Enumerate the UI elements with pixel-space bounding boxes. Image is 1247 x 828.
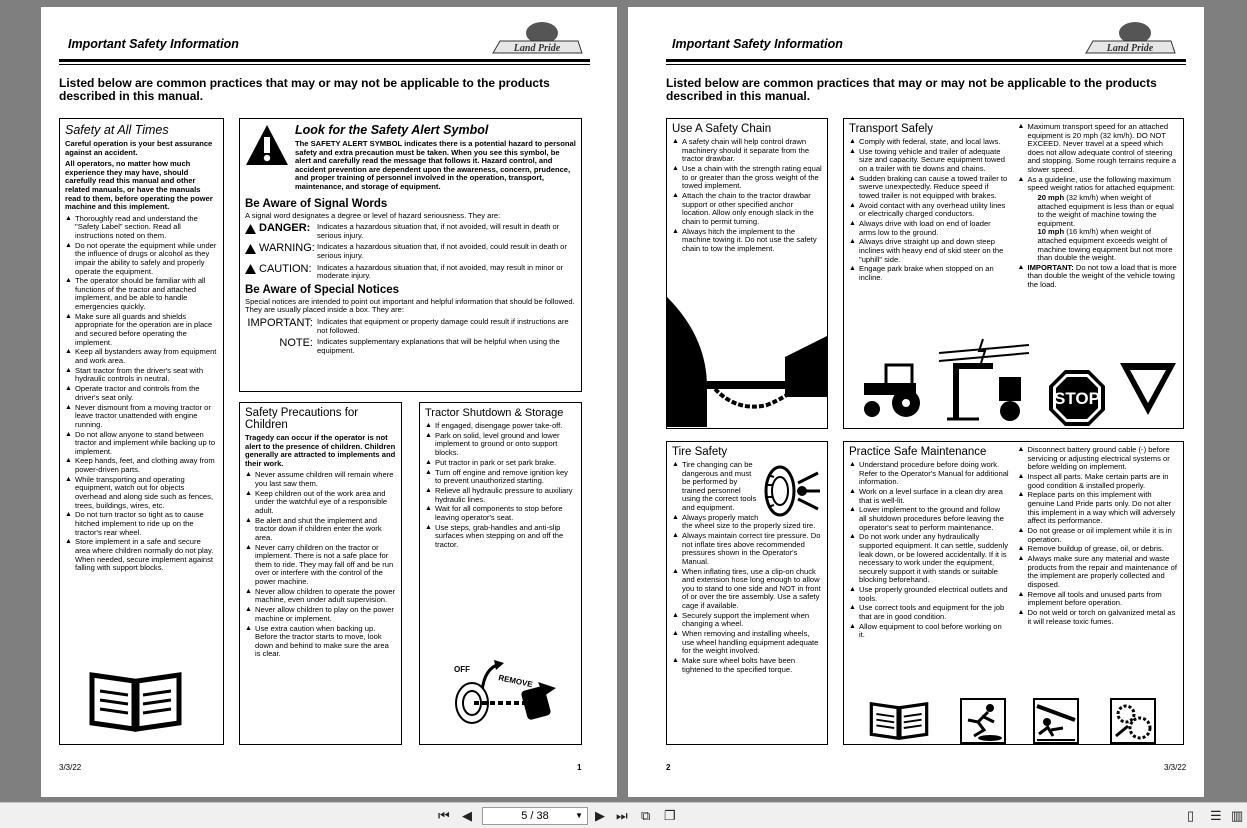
svg-text:OFF: OFF (454, 665, 470, 674)
list-item: ▲ Replace parts on this implement with genuine Land Pride parts only. Do not alter this implement in a way which will adversely affect its performance. (1018, 491, 1179, 525)
list-item: ▲ Store implement in a safe and secure area where children normally do not play. When needed, secure implement against falling with support blocks. (65, 538, 218, 572)
section-title: Practice Safe Maintenance (849, 446, 987, 458)
list-item: ▲ Be alert and shut the implement and tractor down if children enter the work area. (245, 517, 396, 543)
section-title: Safety Precautions for Children (245, 407, 359, 431)
safe-maintenance-box (843, 441, 1184, 745)
list-item: ▲ Never allow children to operate the power machine, even under adult supervision. (245, 588, 396, 605)
copy-page-icon[interactable]: ⧉ (641, 808, 651, 823)
list-item: ▲ Make sure all guards and shields appropriate for the operation are in place and secured before operating the implement. (65, 313, 218, 347)
header-rule-thin (59, 64, 590, 65)
list-item: ▲ Keep hands, feet, and clothing away from power-driven parts. (65, 457, 218, 474)
overhead-lines-icon (939, 331, 1029, 423)
duplicate-page-icon[interactable]: ❐ (664, 808, 676, 823)
svg-text:REMOVE: REMOVE (497, 673, 534, 690)
single-page-view-icon[interactable]: ▯ (1187, 808, 1195, 823)
list-item: ▲ Keep all bystanders away from equipment and work area. (65, 348, 218, 365)
chevron-down-icon[interactable]: ▼ (575, 811, 583, 820)
stop-sign-icon (1048, 369, 1106, 427)
svg-text:STOP: STOP (1054, 389, 1100, 408)
bullet-list (672, 461, 822, 674)
list-item: ▲ The operator should be familiar with all functions of the tractor and attached implement, and be able to handle emergencies quickly. (65, 277, 218, 311)
land-pride-logo (1083, 19, 1178, 59)
section-title: Use A Safety Chain (672, 123, 772, 135)
safety-at-all-times-box (59, 118, 224, 745)
list-item: ▲ As a guideline, use the following maximum speed weight ratios for attached equipment: 20 mph (32 km/h) when weight of attached equipment is less than or equal to the weight of machine towing the equipment. 10 mph (16 km/h) when weight of attached equipment exceeds weight of machine towing equipment but not more than double the weight. (1018, 176, 1179, 263)
list-item: ▲ A safety chain will help control drawn machinery should it separate from the tractor drawbar. (672, 138, 822, 164)
paragraph: A signal word designates a degree or level of hazard seriousness. They are: (245, 210, 501, 220)
list-item: ▲ Do not turn tractor so tight as to cause hitched implement to ride up on the tractor's rear wheel. (65, 511, 218, 537)
footer-date: 3/3/22 (59, 763, 82, 772)
land-pride-logo (490, 19, 585, 59)
safety-chain-box (666, 118, 828, 429)
header-rule (59, 59, 590, 62)
notice-note: NOTE: Indicates supplementary explanations that will be helpful when using the equipment. (279, 337, 560, 355)
list-item: ▲ Start tractor from the driver's seat with hydraulic controls in neutral. (65, 367, 218, 384)
bullet-list (672, 138, 822, 253)
list-item: ▲ Use properly grounded electrical outlets and tools. (849, 586, 1010, 603)
bullet-list (65, 215, 218, 573)
section-title: Tire Safety (672, 446, 728, 458)
signal-caution: CAUTION: Indicates a hazardous situation that, if not avoided, may result in minor or moderate injury. (245, 264, 576, 281)
first-page-icon[interactable]: ⏮ (438, 808, 450, 823)
svg-text:Land Pride: Land Pride (513, 43, 561, 54)
viewer-toolbar (0, 802, 1247, 828)
list-item: ▲ Attach the chain to the tractor drawbar support or other specified anchor location. Allow only enough slack in the chain to permit turning. (672, 192, 822, 226)
special-notices-title: Be Aware of Special Notices (245, 283, 400, 296)
section-title: Look for the Safety Alert Symbol (295, 123, 489, 137)
paragraph: The SAFETY ALERT SYMBOL indicates there is a potential hazard to personal safety and extra precaution must be taken. When you see this symbol, be alert and carefully read the message that follows it. Hazard control, and accident prevention are dependent upon the awareness, concern, prudence, and proper training of personnel involved in the operation, transport, maintenance, and storage of equipment. (295, 139, 576, 191)
page-number: 2 (666, 763, 671, 772)
list-item: ▲ Always drive with load on end of loader arms low to the ground. (849, 220, 1010, 237)
list-item: ▲ Lower implement to the ground and follow all shutdown procedures before leaving the operator's seat to perform maintenance. (849, 506, 1010, 532)
list-item: ▲ Never dismount from a moving tractor or leave tractor unattended with engine running. (65, 404, 218, 430)
list-item: ▲ Do not work under any hydraulically supported equipment. It can settle, suddenly leak down, or be lowered accidentally. If it is necessary to work under the equipment, securely support it with stands or suitable blocking beforehand. (849, 533, 1010, 585)
list-item: ▲ When inflating tires, use a clip-on chuck and extension hose long enough to allow you to stand to one side and NOT in front of or over the tire assembly. Use a safety cage if available. (672, 568, 822, 611)
safety-chain-illustration (667, 297, 828, 427)
alert-triangle-icon (245, 224, 256, 234)
next-page-icon[interactable]: ▶ (595, 808, 605, 823)
alert-triangle-icon (245, 244, 256, 254)
list-item: ▲ Put tractor in park or set park brake. (425, 459, 576, 468)
list-item: ▲ Keep children out of the work area and under the watchful eye of a responsible adult. (245, 490, 396, 516)
list-item: ▲ Park on solid, level ground and lower implement to ground or onto support blocks. (425, 432, 576, 458)
list-item: ▲ Wait for all components to stop before leaving operator's seat. (425, 505, 576, 522)
list-item: ▲ Do not operate the equipment while under the influence of drugs or alcohol as they impair the ability to safely and properly operate the equipment. (65, 242, 218, 276)
tire-safety-box (666, 441, 828, 745)
section-title: Tractor Shutdown & Storage (425, 407, 564, 419)
paragraph: Careful operation is your best assurance against an accident. (65, 139, 213, 157)
list-item: ▲ When removing and installing wheels, use wheel handling equipment adequate for the weight involved. (672, 630, 822, 656)
header-title: Important Safety Information (672, 37, 843, 51)
list-item: ▲ Make sure wheel bolts have been tightened to the specified torque. (672, 657, 822, 674)
list-item: ▲ Turn off engine and remove ignition key to prevent unauthorized starting. (425, 469, 576, 486)
list-item: ▲ If engaged, disengage power take-off. (425, 422, 576, 431)
list-item: ▲ Thoroughly read and understand the "Safety Label" section. Read all instructions noted on them. (65, 215, 218, 241)
list-item: ▲ While transporting and operating equipment, watch out for objects overhead and along side such as fences, trees, buildings, wires, etc. (65, 476, 218, 510)
list-item: ▲ Securely support the implement when changing a wheel. (672, 612, 822, 629)
slip-hazard-icon (960, 698, 1006, 744)
list-item: ▲ Do not grease or oil implement while it is in operation. (1018, 527, 1179, 544)
manual-book-icon (868, 700, 930, 742)
list-item: ▲ Never assume children will remain where you last saw them. (245, 471, 396, 488)
header-rule (666, 59, 1186, 62)
tractor-shutdown-box (419, 402, 582, 745)
page-indicator: 5 / 38 (521, 810, 549, 822)
bullet-list (245, 471, 396, 659)
transport-safely-box (843, 118, 1184, 429)
list-item: ▲ Tire changing can be dangerous and must be performed by trained personnel using the correct tools and equipment. (672, 461, 822, 513)
yield-sign-icon (1118, 361, 1178, 417)
paragraph: Tragedy can occur if the operator is not alert to the presence of children. Children generally are attracted to implements and their work. (245, 433, 396, 468)
list-item: ▲ Maximum transport speed for an attached equipment is 20 mph (32 km/h). DO NOT EXCEED. Never travel at a speed which does not allow adequate control of steering and stopping. Some rough terrains require a slower speed. (1018, 123, 1179, 175)
continuous-view-icon[interactable]: ☰ (1210, 808, 1222, 823)
list-item: ▲ Disconnect battery ground cable (-) before servicing or adjusting electrical systems or before welding on implement. (1018, 446, 1179, 472)
list-item: ▲ Always maintain correct tire pressure. Do not inflate tires above recommended pressures shown in the Operator's Manual. (672, 532, 822, 566)
list-item: ▲ Operate tractor and controls from the driver's seat only. (65, 385, 218, 402)
intro-text: Listed below are common practices that may or may not be applicable to the products described in this manual. (666, 76, 1157, 103)
manual-book-icon (88, 669, 183, 735)
list-item: ▲ Do not allow anyone to stand between tractor and implement while backing up to implement. (65, 431, 218, 457)
bullet-list (849, 123, 1178, 290)
footer-date: 3/3/22 (1164, 763, 1187, 772)
entanglement-hazard-icon (1110, 698, 1156, 744)
safety-alert-box (239, 118, 582, 392)
list-item: ▲ Comply with federal, state, and local laws. (849, 138, 1010, 147)
list-item: ▲ Do not weld or torch on galvanized metal as it will release toxic fumes. (1018, 609, 1179, 626)
list-item: ▲ Engage park brake when stopped on an incline. (849, 265, 1010, 282)
list-item: ▲ IMPORTANT: Do not tow a load that is more than double the weight of the vehicle towing the load. (1018, 264, 1179, 290)
two-page-view-icon[interactable]: ▥ (1231, 808, 1244, 823)
list-item: ▲ Avoid contact with any overhead utility lines or electrically charged conductors. (849, 202, 1010, 219)
list-item: ▲ Remove all tools and unused parts from implement before operation. (1018, 591, 1179, 608)
alert-triangle-icon (245, 264, 256, 274)
two-column (849, 446, 1178, 640)
bullet-list (849, 446, 1178, 640)
list-item: ▲ Remove buildup of grease, oil, or debris. (1018, 545, 1179, 554)
paragraph: Special notices are intended to point out important and helpful information that should be followed. They are usually placed inside a box. They are: (245, 296, 575, 315)
header-rule-thin (666, 64, 1186, 65)
list-item: ▲ Always properly match the wheel size to the properly sized tire. (672, 514, 822, 531)
list-item: ▲ Use a chain with the strength rating equal to or greater than the gross weight of the towed implement. (672, 165, 822, 191)
last-page-icon[interactable]: ⏭ (616, 808, 628, 823)
safety-alert-triangle-icon (245, 123, 289, 167)
list-item: ▲ Always hitch the implement to the machine towing it. Do not use the safety chain to tow the implement. (672, 228, 822, 254)
page-left (41, 7, 617, 797)
list-item: ▲ Relieve all hydraulic pressure to auxiliary hydraulic lines. (425, 487, 576, 504)
children-safety-box (239, 402, 402, 745)
two-column (849, 123, 1178, 290)
page-right (628, 7, 1204, 797)
bullet-list (425, 422, 576, 549)
list-item: ▲ Allow equipment to cool before working on it. (849, 623, 1010, 640)
list-item: ▲ Inspect all parts. Make certain parts are in good condition & installed properly. (1018, 473, 1179, 490)
list-item: ▲ Never carry children on the tractor or implement. There is not a safe place for them to ride. They may fall off and be run over or interfere with the control of the power machine. (245, 544, 396, 587)
list-item: ▲ Use steps, grab-handles and anti-slip surfaces when stepping on and off the tractor. (425, 524, 576, 550)
signal-warning: WARNING: Indicates a hazardous situation that, if not avoided, could result in death or serious injury. (245, 243, 576, 260)
header-title: Important Safety Information (68, 37, 239, 51)
crush-hazard-icon (1033, 698, 1079, 744)
signal-words-title: Be Aware of Signal Words (245, 197, 388, 210)
tractor-icon (858, 359, 928, 419)
list-item: ▲ Work on a level surface in a clean dry area that is well-lit. (849, 488, 1010, 505)
list-item: ▲ Always make sure any material and waste products from the repair and maintenance of the implement are properly collected and disposed. (1018, 555, 1179, 589)
previous-page-icon[interactable]: ◀ (462, 808, 472, 823)
list-item: ▲ Understand procedure before doing work. Refer to the Operator's Manual for additional information. (849, 461, 1010, 487)
section-title: Safety at All Times (65, 123, 169, 137)
list-item: ▲ Use towing vehicle and trailer of adequate size and capacity. Secure equipment towed on a trailer with tie downs and chains. (849, 148, 1010, 174)
svg-text:Land Pride: Land Pride (1106, 43, 1154, 54)
ignition-key-icon (438, 658, 568, 728)
list-item: ▲ Sudden braking can cause a towed trailer to swerve unexpectedly. Reduce speed if towed trailer is not equipped with brakes. (849, 175, 1010, 201)
signal-danger: DANGER: Indicates a hazardous situation that, if not avoided, will result in death or serious injury. (245, 223, 576, 240)
page-number-field[interactable] (482, 807, 588, 825)
list-item: ▲ Use correct tools and equipment for the job that are in good condition. (849, 604, 1010, 621)
list-item: ▲ Never allow children to play on the power machine or implement. (245, 606, 396, 623)
list-item: ▲ Use extra caution when backing up. Before the tractor starts to move, look down and behind to make sure the area is clear. (245, 625, 396, 659)
intro-text: Listed below are common practices that may or may not be applicable to the products described in this manual. (59, 76, 550, 103)
list-item: ▲ Always drive straight up and down steep inclines with heavy end of skid steer on the "uphill" side. (849, 238, 1010, 264)
notice-important: IMPORTANT: Indicates that equipment or property damage could result if instructions are not followed. (247, 316, 569, 335)
section-title: Transport Safely (849, 123, 933, 135)
paragraph: All operators, no matter how much experience they may have, should carefully read this manual and other related manuals, or have the manuals read to them, before operating the power machine and this implement. (65, 159, 213, 212)
page-number: 1 (577, 763, 582, 772)
